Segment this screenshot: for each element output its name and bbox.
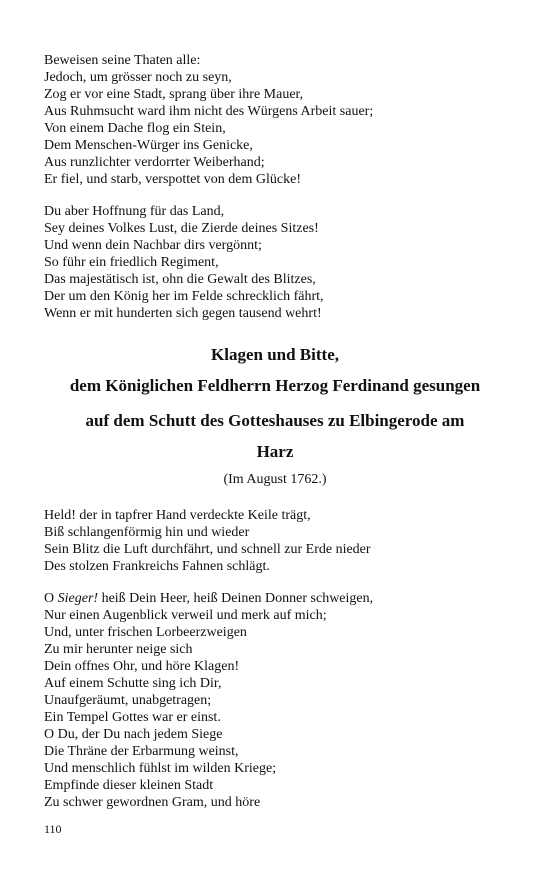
verse-line: Wenn er mit hunderten sich gegen tausend wehrt! bbox=[44, 306, 322, 321]
verse-line: Beweisen seine Thaten alle: bbox=[44, 53, 201, 68]
verse-line: Du aber Hoffnung für das Land, bbox=[44, 204, 225, 219]
verse-line: Das majestätisch ist, ohn die Gewalt des Blitzes, bbox=[44, 272, 316, 287]
poem-title-line-2: dem Königlichen Feldherrn Herzog Ferdinand gesungen bbox=[69, 376, 481, 395]
verse-line: Die Thräne der Erbarmung weinst, bbox=[44, 744, 239, 759]
verse-line: Sein Blitz die Luft durchfährt, und schnell zur Erde nieder bbox=[44, 542, 371, 557]
verse-line: Sey deines Volkes Lust, die Zierde deines Sitzes! bbox=[44, 221, 319, 236]
verse-line: Und, unter frischen Lorbeerzweigen bbox=[44, 625, 247, 640]
verse-line: Jedoch, um grösser noch zu seyn, bbox=[44, 70, 232, 85]
verse-line: Und wenn dein Nachbar dirs vergönnt; bbox=[44, 238, 262, 253]
verse-line: Zog er vor eine Stadt, sprang über ihre Mauer, bbox=[44, 87, 304, 102]
verse-line: Zu schwer gewordnen Gram, und höre bbox=[44, 795, 261, 810]
stanza-1 bbox=[44, 52, 510, 188]
verse-line: Held! der in tapfrer Hand verdeckte Keile trägt, bbox=[44, 508, 311, 523]
verse-line: Unaufgeräumt, unabgetragen; bbox=[44, 693, 212, 708]
verse-line: O Du, der Du nach jedem Siege bbox=[44, 727, 223, 742]
verse-text: heiß Dein Heer, heiß Deinen Donner schweigen, bbox=[98, 591, 374, 606]
poem-title-line-3: auf dem Schutt des Gotteshauses zu Elbingerode am bbox=[85, 411, 465, 430]
verse-line: So führ ein friedlich Regiment, bbox=[44, 255, 219, 270]
verse-line: Aus runzlichter verdorrter Weiberhand; bbox=[44, 155, 265, 170]
page-number: 110 bbox=[44, 822, 62, 836]
verse-text: O bbox=[44, 591, 58, 606]
verse-line: Er fiel, und starb, verspottet von dem Glücke! bbox=[44, 172, 301, 187]
stanza-2 bbox=[44, 203, 510, 322]
verse-line: Dem Menschen-Würger ins Genicke, bbox=[44, 138, 253, 153]
poem-title-line-4: Harz bbox=[256, 442, 294, 461]
stanza-4 bbox=[44, 590, 510, 811]
verse-line: Auf einem Schutte sing ich Dir, bbox=[44, 676, 222, 691]
verse-line: Zu mir herunter neige sich bbox=[44, 642, 193, 657]
verse-line: Empfinde dieser kleinen Stadt bbox=[44, 778, 214, 793]
emphasized-word: Sieger! bbox=[57, 591, 99, 606]
poem-date: (Im August 1762.) bbox=[223, 472, 327, 487]
stanza-3 bbox=[44, 507, 510, 575]
verse-line: Des stolzen Frankreichs Fahnen schlägt. bbox=[44, 559, 270, 574]
verse-line: Biß schlangenförmig hin und wieder bbox=[44, 525, 250, 540]
verse-line: Nur einen Augenblick verweil und merk auf mich; bbox=[44, 608, 327, 623]
verse-line: Aus Ruhmsucht ward ihm nicht des Würgens Arbeit sauer; bbox=[44, 104, 374, 119]
verse-line: Ein Tempel Gottes war er einst. bbox=[44, 710, 221, 725]
poem-title: Klagen und Bitte, bbox=[211, 345, 339, 364]
verse-line: Dein offnes Ohr, und höre Klagen! bbox=[44, 659, 240, 674]
verse-line: Der um den König her im Felde schrecklich fährt, bbox=[44, 289, 324, 304]
verse-line: Und menschlich fühlst im wilden Kriege; bbox=[44, 761, 277, 776]
verse-line bbox=[44, 590, 510, 607]
verse-line: Von einem Dache flog ein Stein, bbox=[44, 121, 226, 136]
